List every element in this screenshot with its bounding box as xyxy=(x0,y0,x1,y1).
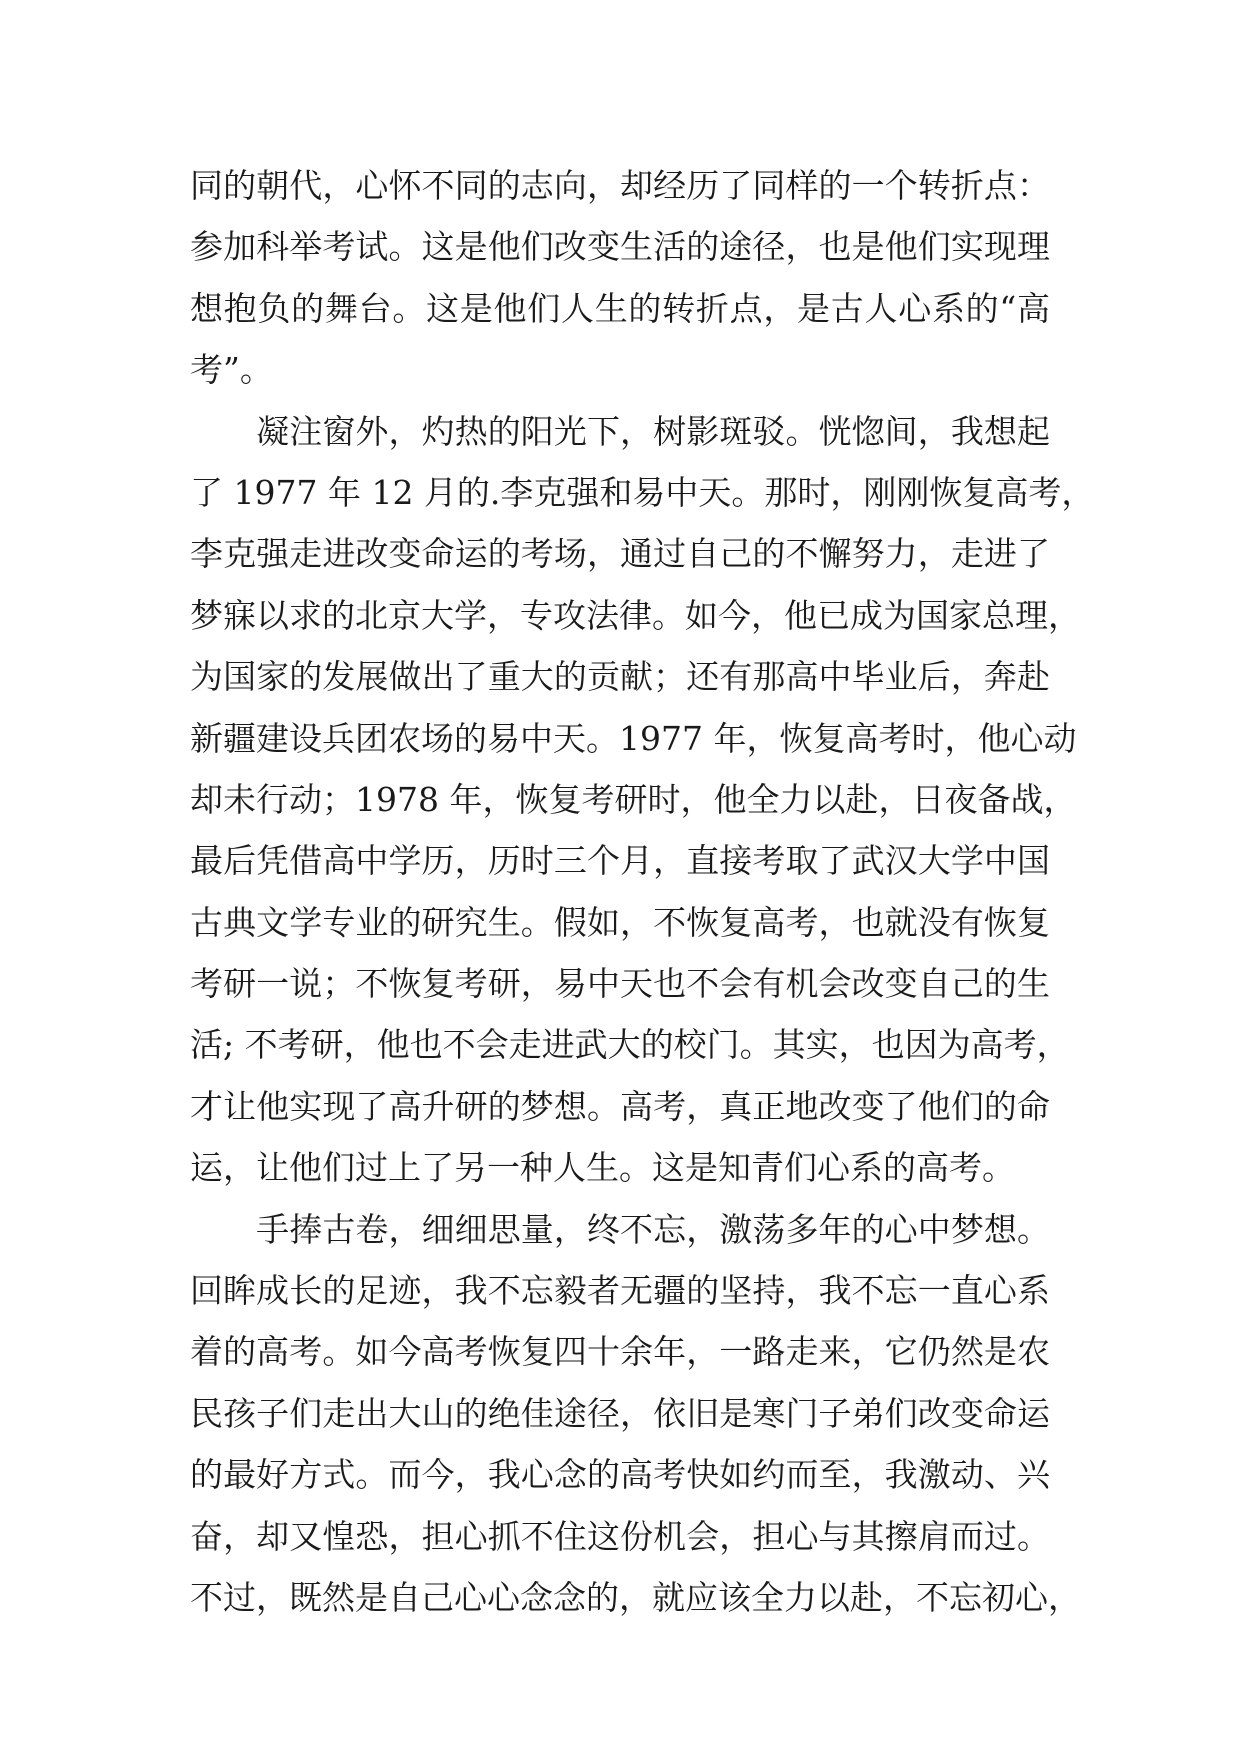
text-line: 不过，既然是自己心心念念的，就应该全力以赴，不忘初心， xyxy=(190,1577,1081,1617)
text-line: 才让他实现了高升研的梦想。高考，真正地改变了他们的命 xyxy=(190,1086,1050,1126)
text-line: 手捧古卷，细细思量，终不忘，激荡多年的心中梦想。 xyxy=(190,1209,1050,1249)
text-line: 回眸成长的足迹，我不忘毅者无疆的坚持，我不忘一直心系 xyxy=(190,1271,1050,1311)
text-line: 李克强走进改变命运的考场，通过自己的不懈努力，走进了 xyxy=(190,534,1050,574)
text-line: 为国家的发展做出了重大的贡献；还有那高中毕业后，奔赴 xyxy=(190,657,1050,697)
text-line: 着的高考。如今高考恢复四十余年，一路走来，它仍然是农 xyxy=(190,1332,1050,1372)
text-line: 新疆建设兵团农场的易中天。1977 年，恢复高考时，他心动 xyxy=(190,718,1077,758)
text-line: 想抱负的舞台。这是他们人生的转折点，是古人心系的“高 xyxy=(190,288,1050,328)
text-line: 奋，却又惶恐，担心抓不住这份机会，担心与其擦肩而过。 xyxy=(190,1516,1050,1556)
text-line: 运，让他们过上了另一种人生。这是知青们心系的高考。 xyxy=(190,1148,1015,1188)
text-line: 凝注窗外，灼热的阳光下，树影斑驳。恍惚间，我想起 xyxy=(190,411,1050,451)
text-line: 古典文学专业的研究生。假如，不恢复高考，也就没有恢复 xyxy=(190,902,1050,942)
text-line: 民孩子们走出大山的绝佳途径，依旧是寒门子弟们改变命运 xyxy=(190,1393,1050,1433)
text-line: 同的朝代，心怀不同的志向，却经历了同样的一个转折点： xyxy=(190,166,1050,205)
text-line: 考研一说；不恢复考研，易中天也不会有机会改变自己的生 xyxy=(190,964,1050,1004)
text-line: 了 1977 年 12 月的.李克强和易中天。那时，刚刚恢复高考， xyxy=(190,472,1095,512)
text-line: 最后凭借高中学历，历时三个月，直接考取了武汉大学中国 xyxy=(190,841,1050,881)
text-line: 考”。 xyxy=(190,350,273,390)
text-line: 梦寐以求的北京大学，专攻法律。如今，他已成为国家总理， xyxy=(190,595,1081,635)
essay-body xyxy=(190,155,1095,1628)
text-line: 的最好方式。而今，我心念的高考快如约而至，我激动、兴 xyxy=(190,1455,1050,1495)
text-line: 参加科举考试。这是他们改变生活的途径，也是他们实现理 xyxy=(190,227,1050,267)
text-line: 却未行动；1978 年，恢复考研时，他全力以赴，日夜备战， xyxy=(190,779,1077,819)
text-line: 活; 不考研，他也不会走进武大的校门。其实，也因为高考， xyxy=(190,1025,1070,1065)
